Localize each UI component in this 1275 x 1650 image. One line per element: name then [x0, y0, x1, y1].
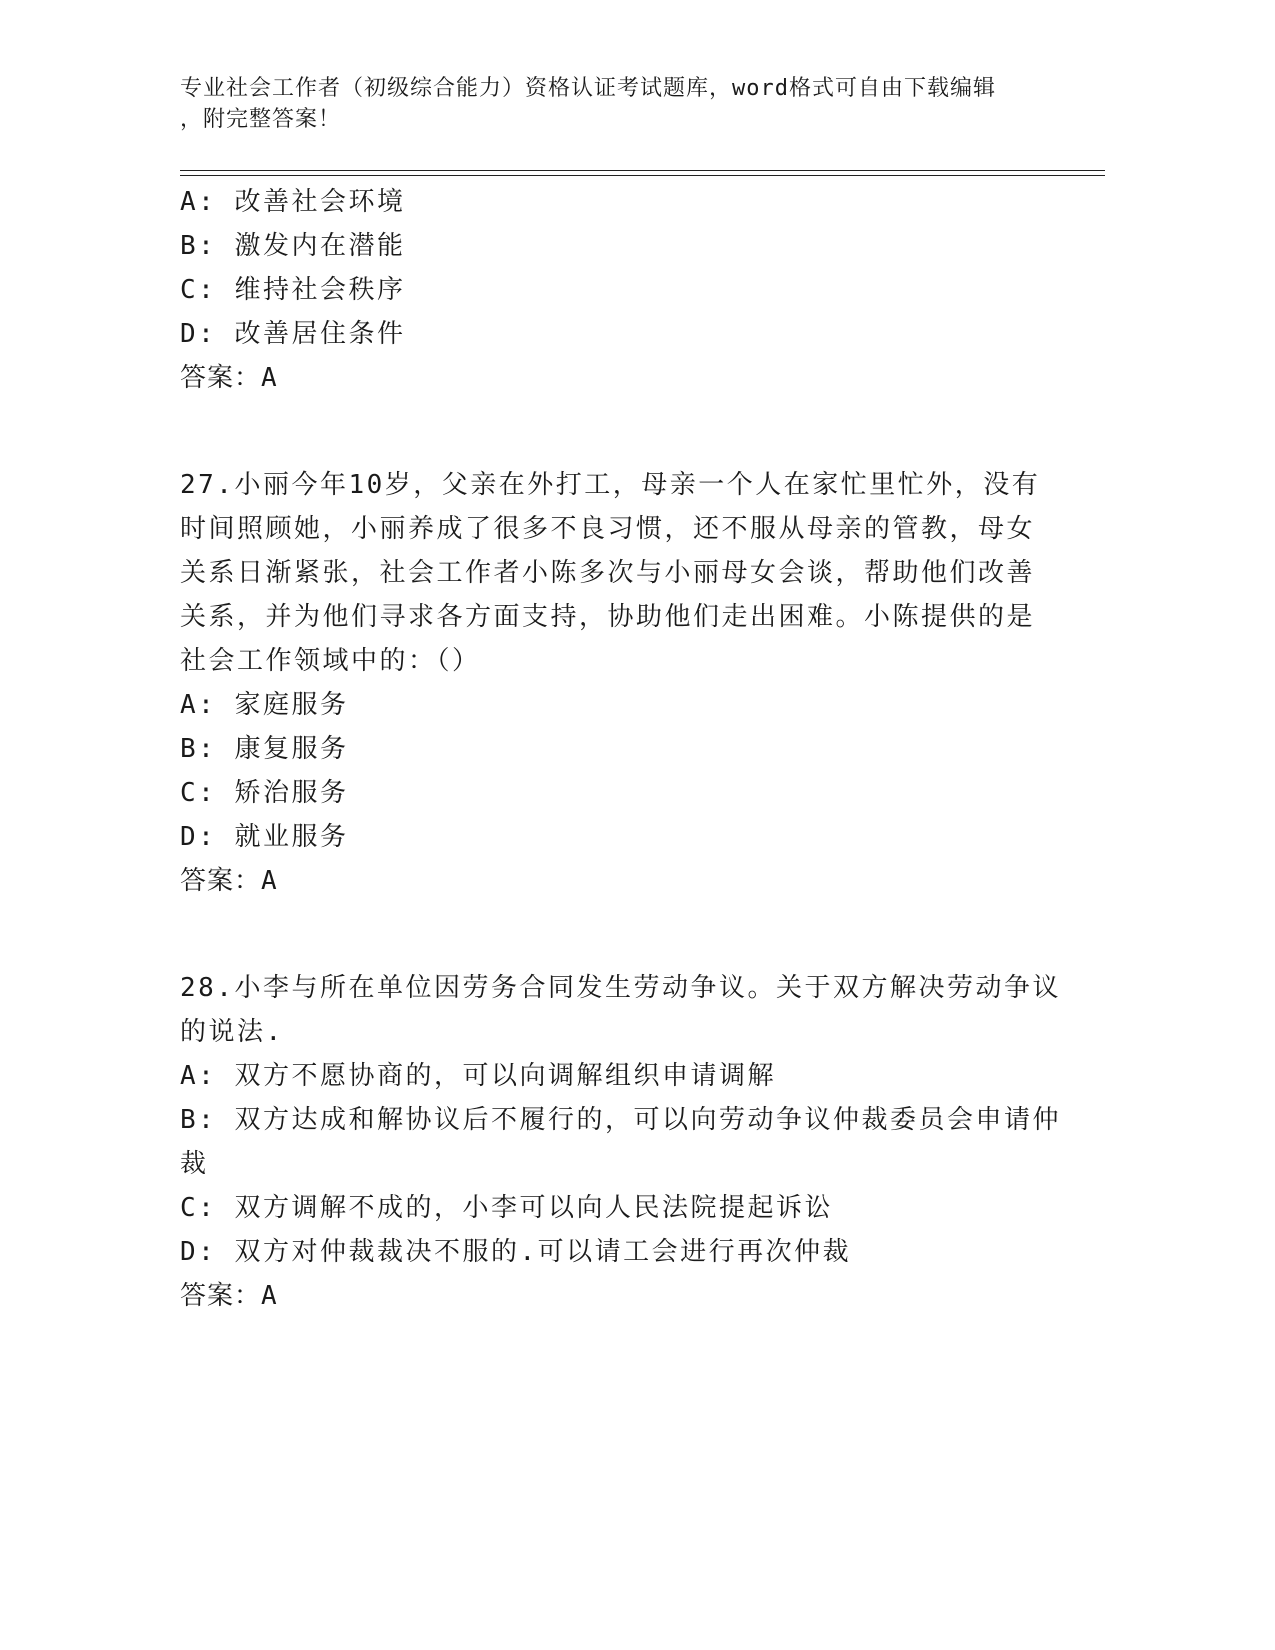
option-c: C: 双方调解不成的，小李可以向人民法院提起诉讼	[180, 1193, 833, 1223]
option-b: B: 激发内在潜能	[180, 231, 406, 261]
answer: 答案：A	[180, 1281, 278, 1311]
option-c: C: 维持社会秩序	[180, 275, 406, 305]
option-b-continuation: 裁	[180, 1149, 209, 1179]
option-a: A: 家庭服务	[180, 690, 349, 720]
question-27	[180, 463, 1040, 903]
option-d: D: 就业服务	[180, 822, 349, 852]
header-line-2: ，附完整答案！	[180, 107, 342, 132]
document-header	[180, 73, 1040, 135]
answer: 答案：A	[180, 363, 278, 393]
question-stem-line: 社会工作领域中的：（）	[180, 646, 481, 676]
spacer	[180, 903, 1040, 966]
question-stem-line: 关系，并为他们寻求各方面支持，协助他们走出困难。小陈提供的是	[180, 602, 1036, 632]
question-stem-line: 关系日渐紧张，社会工作者小陈多次与小丽母女会谈，帮助他们改善	[180, 558, 1036, 588]
question-stem-line: 28.小李与所在单位因劳务合同发生劳动争议。关于双方解决劳动争议	[180, 973, 1061, 1003]
question-stem-line: 的说法.	[180, 1017, 284, 1047]
option-b: B: 双方达成和解协议后不履行的，可以向劳动争议仲裁委员会申请仲	[180, 1105, 1061, 1135]
answer: 答案：A	[180, 866, 278, 896]
header-line-1: 专业社会工作者（初级综合能力）资格认证考试题库，word格式可自由下载编辑	[180, 76, 996, 101]
question-stem-line: 27.小丽今年10岁，父亲在外打工，母亲一个人在家忙里忙外，没有	[180, 470, 1041, 500]
option-a: A: 双方不愿协商的，可以向调解组织申请调解	[180, 1061, 776, 1091]
option-a: A: 改善社会环境	[180, 187, 406, 217]
option-b: B: 康复服务	[180, 734, 349, 764]
option-d: D: 双方对仲裁裁决不服的.可以请工会进行再次仲裁	[180, 1237, 852, 1267]
header-divider-bottom	[180, 175, 1105, 176]
option-c: C: 矫治服务	[180, 778, 349, 808]
option-d: D: 改善居住条件	[180, 319, 406, 349]
spacer	[180, 400, 1040, 463]
question-26	[180, 180, 1040, 400]
question-list	[180, 180, 1061, 1318]
question-stem-line: 时间照顾她，小丽养成了很多不良习惯，还不服从母亲的管教，母女	[180, 514, 1036, 544]
question-28	[180, 966, 1061, 1318]
header-divider-top	[180, 170, 1105, 171]
